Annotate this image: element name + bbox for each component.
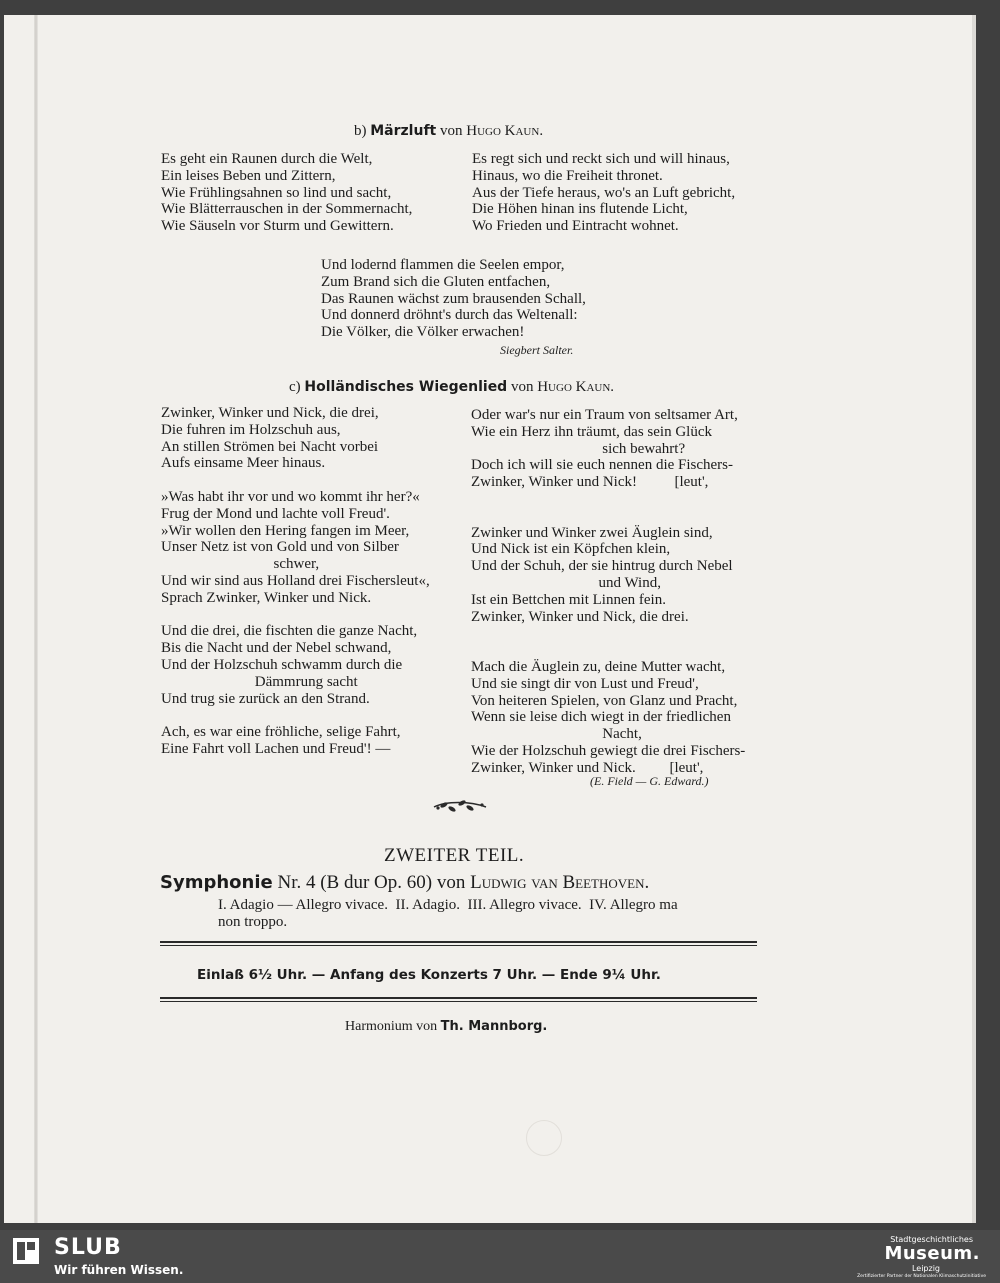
- divider-bottom-2: [160, 1001, 757, 1002]
- slub-name[interactable]: SLUB: [54, 1235, 122, 1260]
- leaf-ornament-icon: [430, 797, 490, 815]
- section-c-title: Holländisches Wiegenlied: [304, 379, 508, 395]
- symphony-composer: Ludwig van Beethoven.: [470, 872, 650, 893]
- museum-subtitle: Stadtgeschichtliches: [890, 1235, 973, 1244]
- section-c-right-stanzas: Oder war's nur ein Traum von seltsamer Art, Wie ein Herz ihn träumt, das sein Glück sich bewahrt? Doch ich will sie euch nennen die Fischers- Zwinker, Winker und Nick! [leut', Zwinker und Winker zwei Äuglein sind, Und Nick ist ein Köpfchen klein, Und der Schuh, der sie hintrug durch Nebel und Wind, Ist ein Bettchen mit Linnen fein. Zwinker, Winker und Nick, die drei. Mach die Äuglein zu, deine Mutter wacht, Und sie singt dir von Lust und Freud', Von heiteren Spielen, von Glanz und Pracht, Wenn sie leise dich wiegt in der friedlichen Nacht, Wie der Holzschuh gewiegt die drei Fischers- Zwinker, Winker und Nick. [leut',: [471, 407, 746, 776]
- section-c-left-stanzas: Zwinker, Winker und Nick, die drei, Die fuhren im Holzschuh aus, An stillen Strömen bei Nacht vorbei Aufs einsame Meer hinaus. »Was habt ihr vor und wo kommt ihr her?« Frug der Mond und lachte voll Freud'. »Wir wollen den Hering fangen im Meer, Unser Netz ist von Gold und von Silber schwer, Und wir sind aus Holland drei Fischersleut«, Sprach Zwinker, Winker und Nick. Und die drei, die fischten die ganze Nacht, Bis die Nacht und der Nebel schwand, Und der Holzschuh schwamm durch die Dämmrung sacht Und trug sie zurück an den Strand. Ach, es war eine fröhliche, selige Fahrt, Eine Fahrt voll Lachen und Freud'! —: [161, 405, 430, 757]
- viewer-footer: [0, 1230, 1000, 1283]
- document-page: [4, 15, 976, 1223]
- museum-note: Zertifizierter Partner der Nationalen Klimaschutzinitiative: [857, 1274, 986, 1279]
- part-two-heading: ZWEITER TEIL.: [384, 845, 525, 866]
- section-b-right-stanza: Es regt sich und reckt sich und will hinaus, Hinaus, wo die Freiheit thronet. Aus der Tiefe heraus, wo's an Luft gebricht, Die Höhen hinan ins flutende Licht, Wo Frieden und Eintracht wohnet.: [472, 151, 736, 235]
- section-b-label: b): [354, 123, 367, 139]
- museum-city: Leipzig: [911, 1264, 940, 1273]
- slub-logo-icon[interactable]: [13, 1238, 39, 1264]
- section-b-von: von: [439, 123, 463, 139]
- symphony-line: [160, 872, 649, 894]
- section-b-center-stanza: Und lodernd flammen die Seelen empor, Zum Brand sich die Gluten entfachen, Das Raunen wächst zum brausenden Schall, Und donnerd dröhnt's durch das Weltenall: Die Völker, die Völker erwachen!: [321, 257, 586, 341]
- page-fold: [34, 15, 38, 1223]
- section-c-von: von: [510, 379, 534, 395]
- symphony-label: Symphonie: [160, 872, 273, 893]
- harmonium-maker: Th. Mannborg.: [440, 1019, 548, 1034]
- section-b-author: Siegbert Salter.: [500, 343, 574, 357]
- admission-times: Einlaß 6½ Uhr. — Anfang des Konzerts 7 Uhr. — Ende 9¼ Uhr.: [197, 967, 661, 983]
- harmonium-credit: [345, 1019, 547, 1035]
- slub-tagline: Wir führen Wissen.: [54, 1263, 184, 1277]
- harmonium-prefix: Harmonium von: [345, 1019, 438, 1034]
- divider-bottom-1: [160, 997, 757, 999]
- section-c-heading: [289, 379, 614, 396]
- page-edge: [972, 15, 976, 1223]
- section-b-title: Märzluft: [370, 123, 437, 139]
- section-b-left-stanza: Es geht ein Raunen durch die Welt, Ein leises Beben und Zittern, Wie Frühlingsahnen so lind und sacht, Wie Blätterrauschen in der Sommernacht, Wie Säuseln vor Sturm und Gewittern.: [161, 151, 413, 235]
- section-c-composer: Hugo Kaun.: [537, 379, 615, 395]
- divider-top-1: [160, 941, 757, 943]
- museum-name[interactable]: Museum.: [884, 1243, 980, 1264]
- symphony-details: Nr. 4 (B dur Op. 60) von: [277, 872, 466, 893]
- section-c-label: c): [289, 379, 301, 395]
- section-c-author: (E. Field — G. Edward.): [590, 774, 709, 788]
- symphony-movements: I. Adagio — Allegro vivace. II. Adagio. III. Allegro vivace. IV. Allegro ma non troppo.: [218, 897, 678, 930]
- embossed-stamp: [526, 1120, 562, 1156]
- section-b-heading: [354, 123, 543, 140]
- section-b-composer: Hugo Kaun.: [466, 123, 544, 139]
- divider-top-2: [160, 945, 757, 946]
